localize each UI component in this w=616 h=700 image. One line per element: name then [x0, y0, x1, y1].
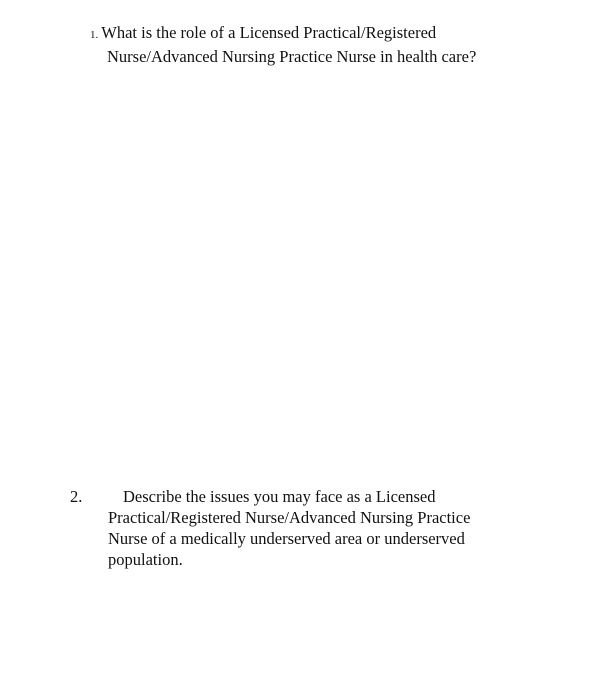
question-1-number: 1.: [90, 29, 99, 41]
question-1-text-line-1: What is the role of a Licensed Practical/Registered: [101, 23, 437, 42]
question-1: [90, 22, 560, 67]
question-2-text: [108, 486, 538, 570]
question-1-text-line-2: Nurse/Advanced Nursing Practice Nurse in health care?: [107, 47, 477, 66]
question-1-line-1: [90, 22, 560, 46]
question-2-text-line-2: Practical/Registered Nurse/Advanced Nursing Practice: [108, 508, 471, 527]
question-2-number: 2.: [70, 487, 83, 506]
question-2-text-line-4: population.: [108, 550, 183, 569]
question-2-text-line-1: Describe the issues you may face as a Licensed: [123, 487, 436, 506]
question-2-text-line-3: Nurse of a medically underserved area or underserved: [108, 529, 465, 548]
